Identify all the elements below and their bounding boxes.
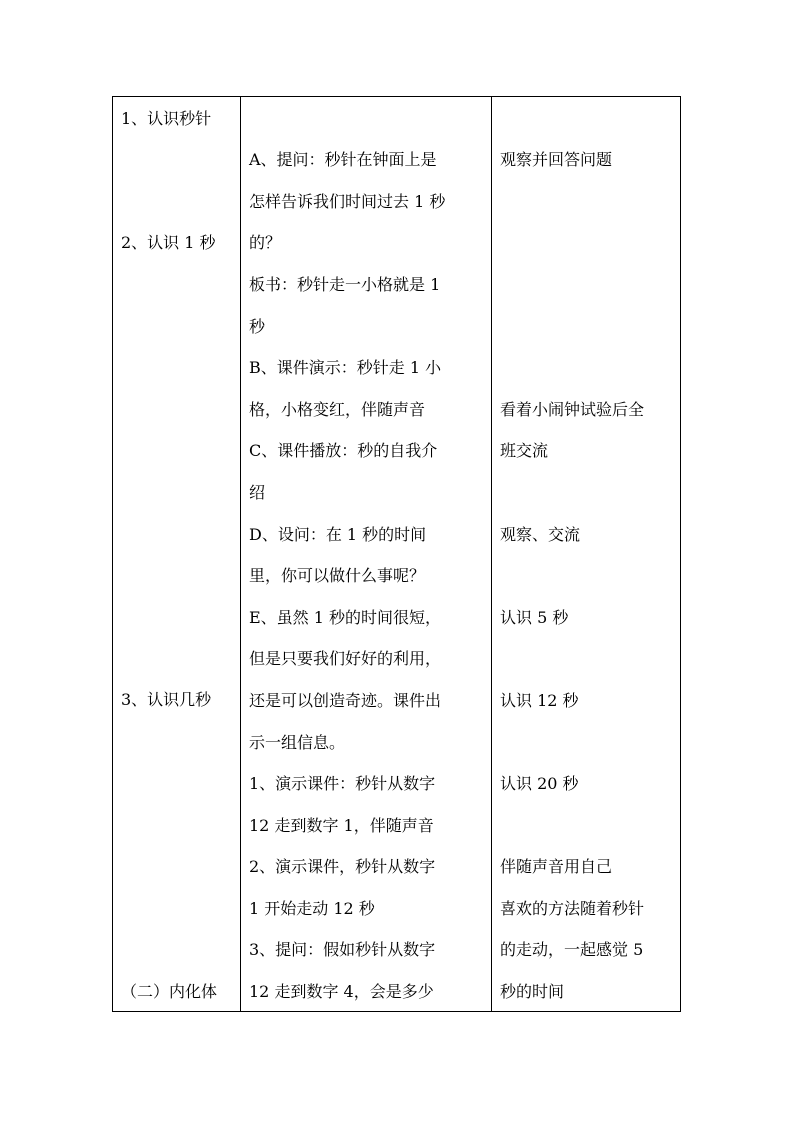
text-line: 认识 5 秒 bbox=[500, 608, 569, 627]
section-item: 1、认识秒针 bbox=[121, 109, 212, 128]
text-line: E、虽然 1 秒的时间很短， bbox=[249, 608, 442, 627]
text-line: 绍 bbox=[249, 483, 266, 502]
text-line: C、课件播放：秒的自我介 bbox=[249, 441, 438, 460]
student-activity-column bbox=[492, 97, 681, 1011]
text-line: 里，你可以做什么事呢？ bbox=[249, 566, 426, 585]
text-line: 3、提问：假如秒针从数字 bbox=[249, 940, 436, 959]
text-line: 1、演示课件：秒针从数字 bbox=[249, 774, 436, 793]
text-line: 1 开始走动 12 秒 bbox=[249, 899, 375, 918]
text-line: 喜欢的方法随着秒针 bbox=[500, 899, 645, 918]
text-line: 示一组信息。 bbox=[249, 733, 346, 752]
section-item: 3、认识几秒 bbox=[121, 690, 212, 709]
text-line: 认识 20 秒 bbox=[500, 774, 579, 793]
section-column bbox=[113, 97, 240, 1011]
text-line: 看着小闹钟试验后全 bbox=[500, 400, 645, 419]
text-line: 观察并回答问题 bbox=[500, 150, 613, 169]
text-line: 伴随声音用自己 bbox=[500, 857, 613, 876]
text-line: 秒 bbox=[249, 317, 266, 336]
text-line: D、设问：在 1 秒的时间 bbox=[249, 525, 427, 544]
text-line: 认识 12 秒 bbox=[500, 691, 579, 710]
text-line: 12 走到数字 1，伴随声音 bbox=[249, 816, 434, 835]
text-line: A、提问：秒针在钟面上是 bbox=[249, 150, 437, 169]
section-item: （二）内化体 bbox=[121, 982, 218, 1001]
teacher-activity-column bbox=[241, 97, 491, 1011]
text-line: 的？ bbox=[249, 233, 282, 252]
text-line: 观察、交流 bbox=[500, 525, 581, 544]
text-line: 班交流 bbox=[500, 441, 549, 460]
text-line: 但是只要我们好好的利用， bbox=[249, 649, 442, 668]
section-item: 2、认识 1 秒 bbox=[121, 233, 216, 252]
lesson-table bbox=[112, 96, 681, 1012]
text-line: 格，小格变红，伴随声音 bbox=[249, 400, 426, 419]
text-line: 还是可以创造奇迹。课件出 bbox=[249, 691, 442, 710]
text-line: 怎样告诉我们时间过去 1 秒 bbox=[249, 192, 446, 211]
text-line: 板书：秒针走一小格就是 1 bbox=[249, 275, 441, 294]
text-line: 12 走到数字 4，会是多少 bbox=[249, 982, 434, 1001]
text-line: B、课件演示：秒针走 1 小 bbox=[249, 358, 442, 377]
text-line: 秒的时间 bbox=[500, 982, 565, 1001]
text-line: 的走动，一起感觉 5 bbox=[500, 940, 644, 959]
text-line: 2、演示课件，秒针从数字 bbox=[249, 857, 436, 876]
